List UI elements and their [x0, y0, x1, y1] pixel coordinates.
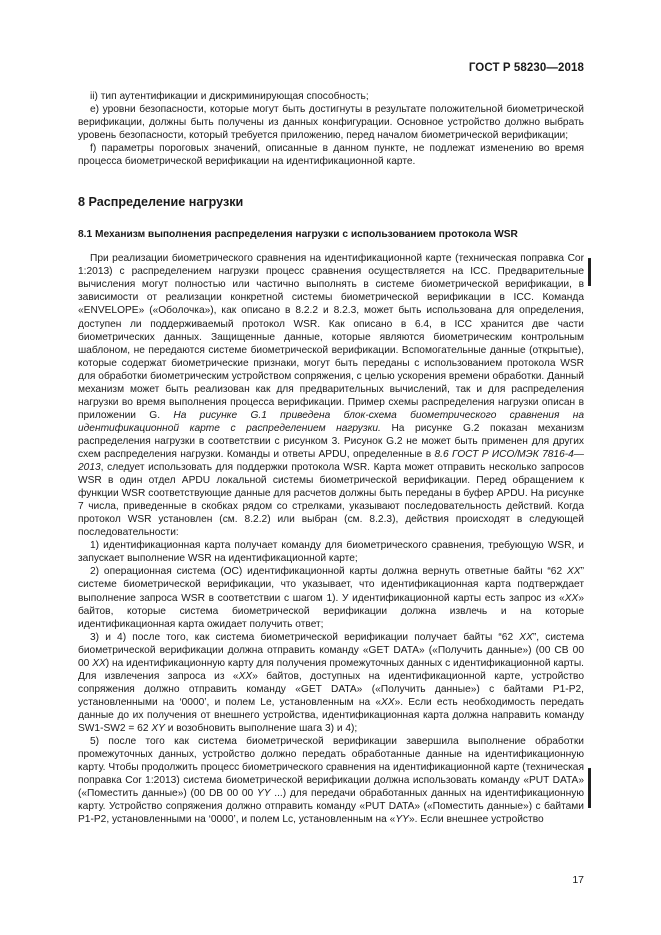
change-bar [588, 768, 591, 808]
step-3-4 [78, 631, 584, 735]
main-paragraph [78, 252, 584, 539]
spacer [78, 168, 584, 194]
step-text: и возобновить выполнение шага 3) и 4); [164, 722, 358, 734]
step-1: 1) идентификационная карта получает команду для биометрического сравнения, требующую WSR, и запускает выполнение WSR на идентификационной карте; [78, 540, 584, 565]
step-variable: XX [92, 657, 106, 669]
main-paragraph-text: , следует использовать для поддержки протокола WSR. Карта может отправить несколько запросов WSR в один отдел APDU локальной системы биометрической верификации. Перед обращением к функции WSR соответствующие данные для расчетов должны быть переданы в буфер APDU. На рисунке 7 числа, приведенные в скобках рядом со стрелками, указывают последовательность действий. Когда протокол WSR установлен (см. 8.2.2) или выбран (см. 8.2.3), действия происходят в следующей последовательности: [78, 462, 584, 539]
step-variable: XX [381, 696, 395, 708]
step-text: 5) после того как система биометрической верификации завершила выполнение обработки промежуточных данных, устройство должно передать обработанные данные на идентификационную карту. Чтобы продолжить процесс биометрического сравнения на идентификационной карте (техническая поправка Cor 1:2013) система биометрической верификации должна использовать команду «PUT DATA» («Поместить данные») (00 DB 00 00 [78, 736, 584, 800]
step-text: ». Если есть необходимость передать данные до их получения от внешнего устройства, идентификационная карта должна направить команду SW1-SW2 = 62 [78, 696, 584, 734]
list-item-ii: ii) тип аутентификации и дискриминирующая способность; [90, 91, 369, 102]
change-bar [588, 258, 591, 286]
step-variable: XX [564, 592, 579, 604]
step-text: » байтов, которые система биометрической верификации должна извлечь и на которые идентификационная карта ожидает получить ответ; [78, 592, 584, 630]
step-text: ”, система биометрической верификации должна отправить команду «GET DATA» («Получить данные») (00 CB 00 00 [78, 631, 585, 669]
standard-reference: 8.6 ГОСТ Р ИСО/МЭК 7816-4—2013 [78, 448, 584, 474]
step-text: ». Если внешнее устройство [408, 814, 544, 826]
step-text: 3) и 4) после того, как система биометрической верификации получает байты “62 [90, 631, 520, 643]
page-body [78, 90, 584, 826]
step-variable: YY [256, 788, 271, 800]
subsection-heading: 8.1 Механизм выполнения распределения нагрузки с использованием протокола WSR [78, 229, 518, 241]
step-text: ” системе биометрической верификации, что указывает, что идентификационная карта подтверждает выполнение запроса WSR в соответствии с шагом 1). У идентификационной карты есть запрос из « [78, 566, 584, 604]
document-header: ГОСТ Р 58230—2018 [468, 62, 584, 74]
main-paragraph-text: На рисунке G.2 показан механизм распределения нагрузки в соответствии с рисунком 3. Рисунок G.2 не может быть применен для других схем распределения нагрузки. Команды и ответы APDU, определенные в [78, 422, 584, 460]
list-item-f: f) параметры пороговых значений, описанные в данном пункте, не подлежат изменению во время процесса биометрической верификации на идентификационной карте. [78, 143, 584, 168]
main-paragraph-text: При реализации биометрического сравнения на идентификационной карте (техническая поправка Cor 1:2013) с распределением нагрузки процесс сравнения осуществляется на ICC. Предварительные вычисления могут полностью или частично выполнять в системе биометрической верификации, в зависимости от реализации конкретной системы биометрической верификации в ICC. Команда «ENVELOPE» («Оболочка»), как описано в 8.2.2 и 8.2.3, может быть использована для определения, доступен ли поддерживаемый протокол WSR. Как описано в 6.4, в ICC хранится две части биометрических данных. Защищенные данные, которые являются биометрическим контрольным шаблоном, не передаются системе биометрической верификации. Вспомогательные данные (открытые), которые содержат биометрические признаки, могут быть переданы с использованием протокола WSR для обработки биометрическим устройством сопряжения, с целью ускорения времени обработки. Данный механизм может быть реализован как для предварительных вычислений, так и для распределения нагрузки во время выполнения процесса верификации. Пример схемы распределения нагрузки описан в приложении G. [78, 253, 584, 421]
section-heading: 8 Распределение нагрузки [78, 195, 244, 210]
spacer [78, 210, 584, 228]
step-variable: XX [519, 631, 533, 643]
step-text: 2) операционная система (ОС) идентификационной карты должна вернуть ответные байты “62 [90, 566, 567, 578]
step-5 [78, 735, 584, 826]
page-number: 17 [572, 874, 584, 886]
step-text: ...) для передачи обработанных данных на идентификационную карту. Устройство сопряжения должно отправить команду «PUT DATA» («Поместить данные») с байтами P1-P2, установленными на ‘0000’, и полем Lc, установленным на « [78, 788, 584, 826]
step-text: » байтов, доступных на идентификационной карте, устройство сопряжения должно отправить команду «GET DATA» («Получить данные») с байтами P1-P2, установленными на ‘0000’, и полем Le, установленным на « [78, 670, 584, 708]
list-item-e: e) уровни безопасности, которые могут быть достигнуты в результате положительной биометрической верификации, должны быть получены из данных конфигурации. Основное устройство должно выбрать уровень безопасности, который требуется приложению, перед началом биометрической верификации; [78, 104, 584, 142]
step-variable: XX [567, 566, 581, 578]
step-2 [78, 565, 584, 630]
step-variable: XX [238, 670, 253, 682]
step-text: ) на идентификационную карту для получения промежуточных данных с идентификационной карты. Для извлечения запроса из « [78, 657, 584, 682]
figure-g1-reference: На рисунке G.1 приведена блок-схема биометрического сравнения на идентификационной карте с распределением нагрузки. [78, 409, 584, 434]
step-variable: XY [151, 722, 165, 734]
step-variable: YY [395, 814, 409, 826]
